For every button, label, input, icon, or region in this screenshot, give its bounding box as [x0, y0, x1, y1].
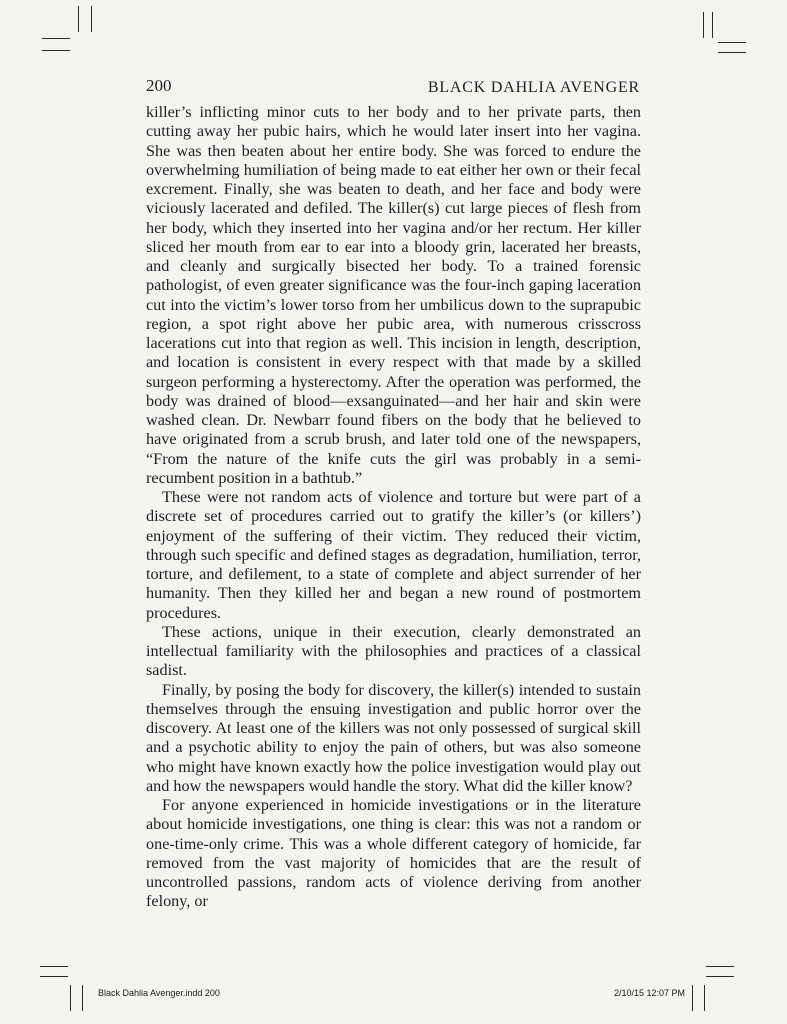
crop-mark-bottom-right-vertical-1	[692, 985, 693, 1011]
paragraph-2: These were not random acts of violence and torture but were part of a discrete set of procedures carried out to gratify the killer’s (or killers’) enjoyment of the suffering of their victim. They reduced their victim, through such specific and defined stages as degradation, humiliation, terror, torture, and defilement, to a state of complete and abject surrender of her humanity. Then they killed her and began a new round of postmortem procedures.	[146, 488, 641, 622]
crop-mark-bottom-left-horizontal-2	[40, 976, 68, 977]
crop-mark-bottom-left-horizontal-1	[40, 966, 68, 967]
crop-mark-top-left-horizontal-1	[42, 38, 70, 39]
crop-mark-bottom-left-vertical-2	[82, 985, 83, 1011]
page-number: 200	[146, 76, 172, 95]
paragraph-3: These actions, unique in their execution, clearly demonstrated an intellectual familiarity with the philosophies and practices of a classical sadist.	[146, 622, 641, 680]
crop-mark-top-right-horizontal-1	[718, 42, 746, 43]
paragraph-5: For anyone experienced in homicide investigations or in the literature about homicide investigations, one thing is clear: this was not a random or one-time-only crime. This was a whole different category of homicide, far removed from the vast majority of homicides that are the result of uncontrolled passions, random acts of violence deriving from another felony, or	[146, 796, 641, 911]
slug-filename: Black Dahlia Avenger.indd 200	[98, 988, 220, 998]
slug-timestamp: 2/10/15 12:07 PM	[613, 988, 685, 998]
paragraph-1: killer’s inflicting minor cuts to her body and to her private parts, then cutting away her pubic hairs, which he would later insert into her vagina. She was then beaten about her entire body. She was forced to endure the overwhelming humiliation of being made to eat either her own or their fecal excrement. Finally, she was beaten to death, and her face and body were viciously lacerated and defiled. The killer(s) cut large pieces of flesh from her body, which they inserted into her vagina and/or her rectum. Her killer sliced her mouth from ear to ear into a bloody grin, lacerated her breasts, and cleanly and surgically bisected her body. To a trained forensic pathologist, of even greater significance was the four-inch gaping laceration cut into the victim’s lower torso from her umbilicus down to the suprapubic region, a spot right above her pubic area, with numerous crisscross lacerations cut into that region as well. This incision in length, description, and location is consistent in every respect with that made by a skilled surgeon performing a hysterectomy. After the operation was performed, the body was drained of blood—exsanguinated—and her hair and skin were washed clean. Dr. Newbarr found fibers on the body that he believed to have originated from a scrub brush, and later told one of the newspapers, “From the nature of the knife cuts the girl was probably in a semi-recumbent position in a bathtub.”	[146, 103, 641, 487]
crop-mark-bottom-right-horizontal-1	[706, 966, 734, 967]
crop-mark-top-left-horizontal-2	[42, 50, 70, 51]
crop-mark-top-left-vertical-2	[91, 6, 92, 32]
crop-mark-bottom-right-vertical-2	[704, 985, 705, 1011]
crop-mark-bottom-right-horizontal-2	[706, 976, 734, 977]
body-text	[146, 103, 641, 912]
crop-mark-top-right-horizontal-2	[718, 52, 746, 53]
crop-mark-top-right-vertical-2	[712, 12, 713, 38]
crop-mark-top-right-vertical-1	[703, 12, 704, 38]
running-head: BLACK DAHLIA AVENGER	[427, 79, 640, 96]
paragraph-4: Finally, by posing the body for discovery, the killer(s) intended to sustain themselves through the ensuing investigation and public horror over the discovery. At least one of the killers was not only possessed of surgical skill and a psychotic ability to enjoy the pain of others, but was also someone who might have known exactly how the police investigation would play out and how the newspapers would handle the story. What did the killer know?	[146, 680, 641, 795]
crop-mark-top-left-vertical-1	[78, 6, 79, 32]
crop-mark-bottom-left-vertical-1	[70, 985, 71, 1011]
